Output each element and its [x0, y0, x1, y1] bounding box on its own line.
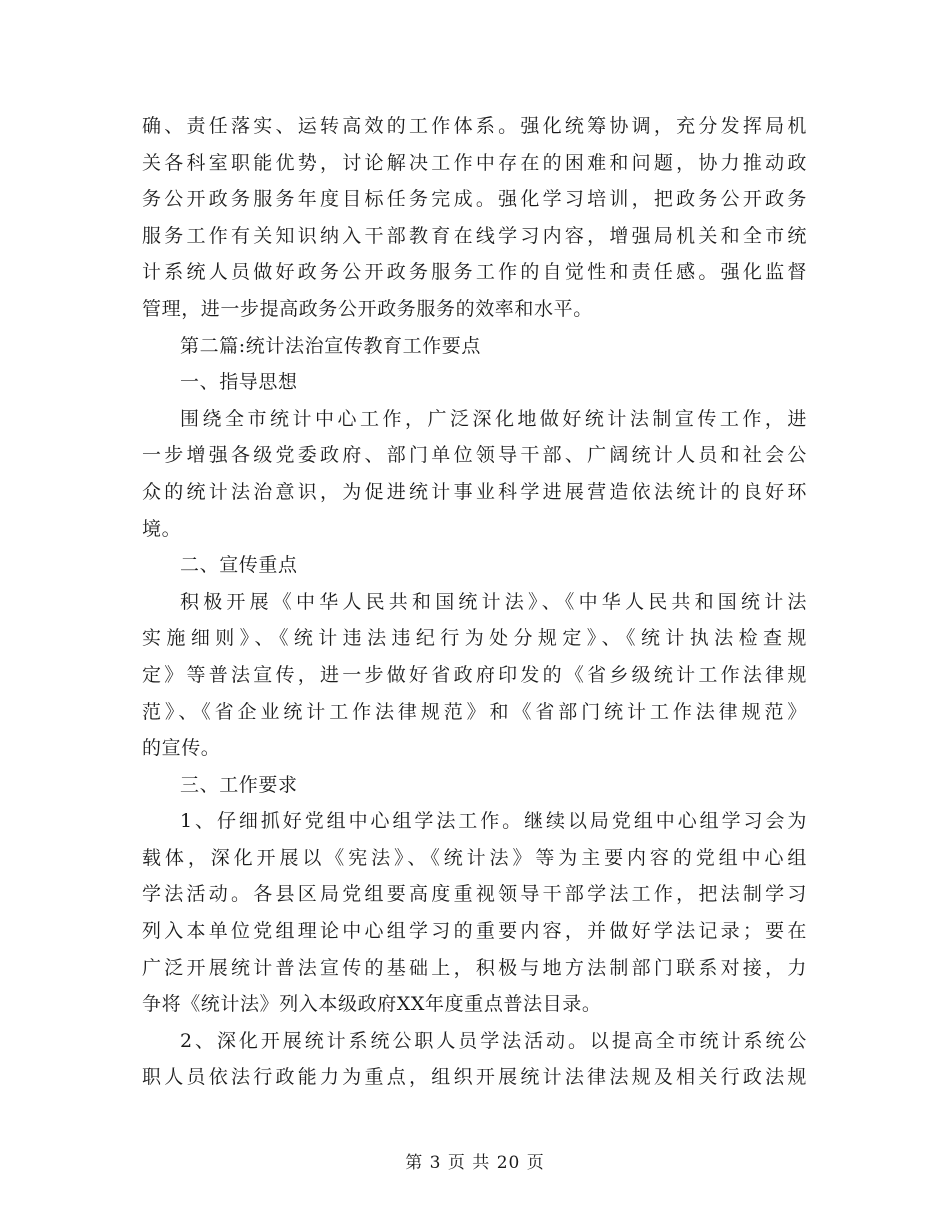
document-body: [142, 108, 807, 1096]
footer-page-label: 第: [405, 1153, 424, 1173]
text-line: 服务工作有关知识纳入干部教育在线学习内容，增强局机关和全市统: [142, 224, 807, 247]
text-line: 学法活动。各县区局党组要高度重视领导干部学法工作，把法制学习: [142, 883, 807, 906]
text-line: 争将《统计法》列入本级政府XX年度重点普法目录。: [142, 993, 602, 1016]
text-line: 实施细则》、《统计违法违纪行为处分规定》、《统计执法检查规: [142, 627, 807, 650]
text-line: 管理，进一步提高政务公开政务服务的效率和水平。: [142, 297, 593, 320]
footer-total-unit: 页: [526, 1153, 545, 1173]
text-line: 2、深化开展统计系统公职人员学法活动。以提高全市统计系统公: [180, 1029, 807, 1052]
text-line: 确、责任落实、运转高效的工作体系。强化统筹协调，充分发挥局机: [142, 115, 807, 137]
text-line: 的宣传。: [142, 737, 221, 760]
text-line: 广泛开展统计普法宣传的基础上，积极与地方法制部门联系对接，力: [142, 956, 807, 979]
footer-total-pages: 20: [496, 1153, 521, 1173]
text-line: 职人员依法行政能力为重点，组织开展统计法律法规及相关行政法规: [142, 1066, 807, 1089]
page-footer: [0, 1148, 950, 1173]
text-line: 一步增强各级党委政府、部门单位领导干部、广阔统计人员和社会公: [142, 444, 807, 467]
text-line: 关各科室职能优势，讨论解决工作中存在的困难和问题，协力推动政: [142, 151, 807, 174]
section-heading: 一、指导思想: [180, 371, 298, 394]
text-line: 列入本单位党组理论中心组学习的重要内容，并做好学法记录；要在: [142, 920, 807, 943]
text-line: 范》、《省企业统计工作法律规范》和《省部门统计工作法律规范》: [142, 700, 807, 723]
section-heading: 二、宣传重点: [180, 554, 298, 577]
text-line: 1、仔细抓好党组中心组学法工作。继续以局党组中心组学习会为: [180, 810, 807, 833]
footer-current-page: 3: [429, 1153, 442, 1173]
text-line: 境。: [142, 517, 182, 540]
footer-page-unit: 页: [447, 1153, 466, 1173]
text-line: 务公开政务服务年度目标任务完成。强化学习培训，把政务公开政务: [142, 188, 807, 211]
text-line: 众的统计法治意识，为促进统计事业科学进展营造依法统计的良好环: [142, 480, 807, 503]
text-line: 计系统人员做好政务公开政务服务工作的自觉性和责任感。强化监督: [142, 261, 807, 284]
text-line: 积极开展《中华人民共和国统计法》、《中华人民共和国统计法: [180, 590, 807, 613]
section-heading: 三、工作要求: [180, 773, 298, 796]
text-line: 载体，深化开展以《宪法》、《统计法》等为主要内容的党组中心组: [142, 846, 807, 869]
footer-total-label: 共: [472, 1153, 491, 1173]
text-line: 围绕全市统计中心工作，广泛深化地做好统计法制宣传工作，进: [180, 407, 807, 430]
section-heading: 第二篇:统计法治宣传教育工作要点: [180, 334, 482, 357]
text-line: 定》等普法宣传，进一步做好省政府印发的《省乡级统计工作法律规: [142, 663, 807, 686]
